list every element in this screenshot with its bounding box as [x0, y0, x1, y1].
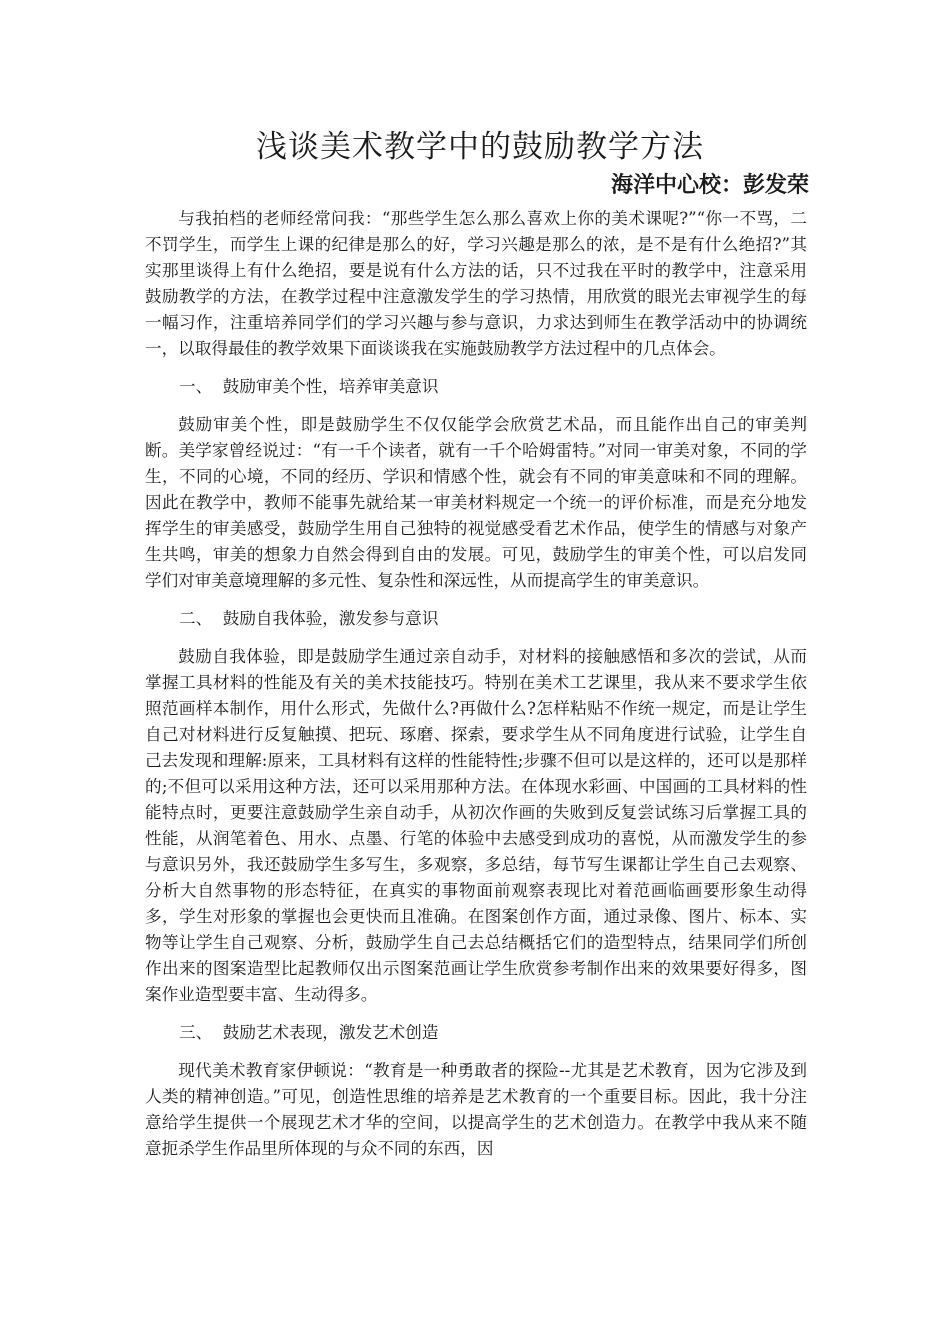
section-2-heading: 二、 鼓励自我体验，激发参与意识: [179, 609, 439, 628]
document-page: [145, 125, 807, 1162]
section-3-heading: 三、 鼓励艺术表现，激发艺术创造: [179, 1023, 439, 1042]
section-3-body: 现代美术教育家伊顿说：“教育是一种勇敢者的探险--尤其是艺术教育，因为它涉及到人类的精神创造。”可见，创造性思维的培养是艺术教育的一个重要目标。因此，我十分注意给学生提供一个展现艺术才华的空间，以提高学生的艺术创造力。在教学中我从来不随意扼杀学生作品里所体现的与众不同的东西，因: [145, 1061, 807, 1158]
section-1-heading: 一、 鼓励审美个性，培养审美意识: [179, 377, 439, 396]
document-title: 浅谈美术教学中的鼓励教学方法: [256, 129, 704, 165]
document-author: 海洋中心校：彭发荣: [610, 173, 809, 198]
intro-paragraph: 与我拍档的老师经常问我：“那些学生怎么那么喜欢上你的美术课呢?”“你一不骂，二不罚学生，而学生上课的纪律是那么的好，学习兴趣是那么的浓，是不是有什么绝招?”其实那里谈得上有什么绝招，要是说有什么方法的话，只不过我在平时的教学中，注意采用鼓励教学的方法，在教学过程中注意激发学生的学习热情，用欣赏的眼光去审视学生的每一幅习作，注重培养同学们的学习兴趣与参与意识，力求达到师生在教学活动中的协调统一，以取得最佳的教学效果下面谈谈我在实施鼓励教学方法过程中的几点体会。: [145, 209, 807, 358]
section-1-body: 鼓励审美个性，即是鼓励学生不仅仅能学会欣赏艺术品，而且能作出自己的审美判断。美学家曾经说过：“有一千个读者，就有一千个哈姆雷特。”对同一审美对象，不同的学生，不同的心境，不同的经历、学识和情感个性，就会有不同的审美意味和不同的理解。因此在教学中，教师不能事先就给某一审美材料规定一个统一的评价标准，而是充分地发挥学生的审美感受，鼓励学生用自己独特的视觉感受看艺术作品，使学生的情感与对象产生共鸣，审美的想象力自然会得到自由的发展。可见，鼓励学生的审美个性，可以启发同学们对审美意境理解的多元性、复杂性和深远性，从而提高学生的审美意识。: [145, 415, 807, 590]
section-2-body: 鼓励自我体验，即是鼓励学生通过亲自动手，对材料的接触感悟和多次的尝试，从而掌握工具材料的性能及有关的美术技能技巧。特别在美术工艺课里，我从来不要求学生依照范画样本制作，用什么形式，先做什么?再做什么?怎样粘贴不作统一规定，而是让学生自己对材料进行反复触摸、把玩、琢磨、探索，要求学生从不同角度进行试验，让学生自己去发现和理解:原来，工具材料有这样的性能特性;步骤不但可以是这样的，还可以是那样的;不但可以采用这种方法，还可以采用那种方法。在体现水彩画、中国画的工具材料的性能特点时，更要注意鼓励学生亲自动手，从初次作画的失败到反复尝试练习后掌握工具的性能，从润笔着色、用水、点墨、行笔的体验中去感受到成功的喜悦，从而激发学生的参与意识另外，我还鼓励学生多写生，多观察，多总结，每节写生课都让学生自己去观察、分析大自然事物的形态特征，在真实的事物面前观察表现比对着范画临画要形象生动得多，学生对形象的掌握也会更快而且准确。在图案创作方面，通过录像、图片、标本、实物等让学生自己观察、分析，鼓励学生自己去总结概括它们的造型特点，结果同学们所创作出来的图案造型比起教师仅出示图案范画让学生欣赏参考制作出来的效果要好得多，图案作业造型要丰富、生动得多。: [145, 647, 807, 1004]
